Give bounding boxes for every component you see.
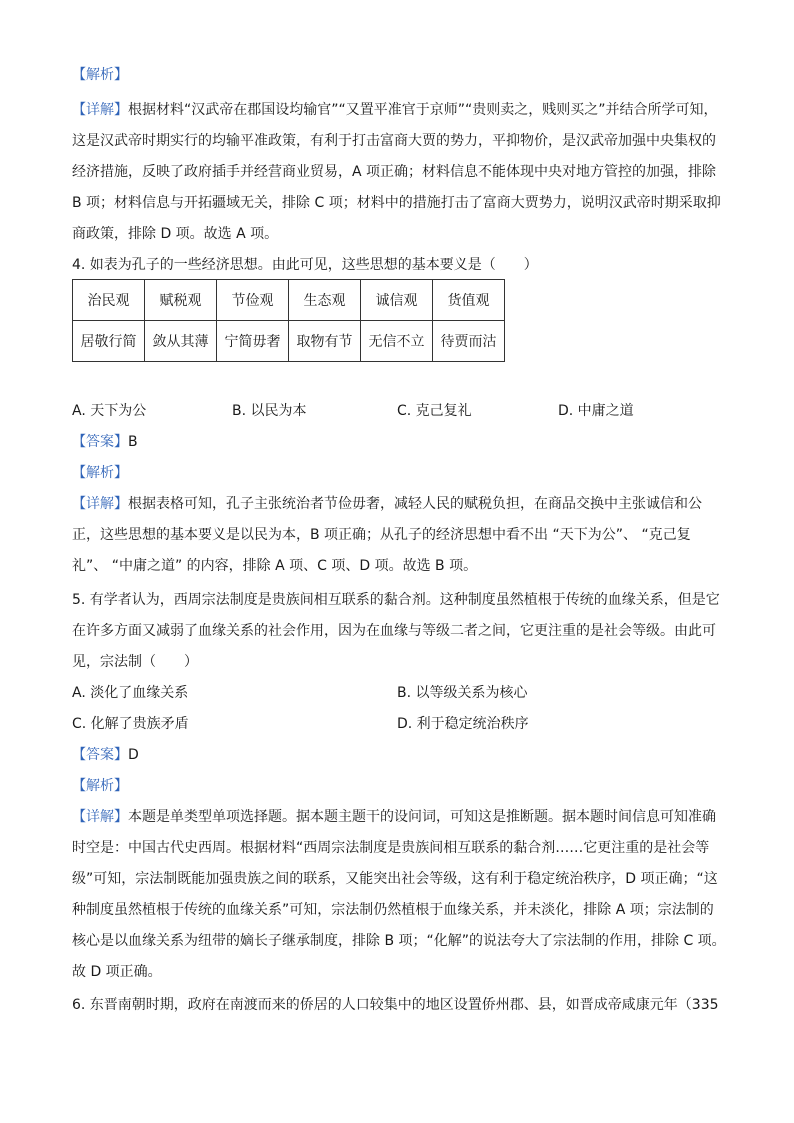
detail-tag: 【详解】 — [72, 809, 128, 825]
detail-tag: 【详解】 — [72, 102, 128, 118]
table-header-row — [73, 280, 505, 321]
detail-line: 级”可知，宗法制既能加强贵族之间的联系，又能突出社会等级，这有利于稳定统治秩序，D 项正确；“这 — [72, 871, 718, 887]
option-d: D. 利于稳定统治秩序 — [397, 716, 529, 732]
detail-line: 礼”、 “中庸之道” 的内容，排除 A 项、C 项、D 项。故选 B 项。 — [72, 558, 478, 574]
question-5-stem: 5. 有学者认为，西周宗法制度是贵族间相互联系的黏合剂。这种制度虽然植根于传统的血缘关系，但是它 — [72, 592, 720, 608]
detail-line: 【详解】本题是单类型单项选择题。据本题主题干的设问词，可知这是推断题。据本题时间信息可知准确 — [72, 809, 716, 825]
detail-line: 种制度虽然植根于传统的血缘关系”可知，宗法制仍然植根于血缘关系，并未淡化，排除 A 项；宗法制的 — [72, 902, 714, 918]
answer-value: D — [128, 747, 139, 763]
option-c: C. 克己复礼 — [397, 403, 472, 419]
detail-line: 【详解】根据材料“汉武帝在郡国设均输官”“又置平准官于京师”“贵则卖之，贱则买之”并结合所学可知， — [72, 102, 718, 118]
detail-line: 【详解】根据表格可知，孔子主张统治者节俭毋奢，减轻人民的赋税负担，在商品交换中主张诚信和公 — [72, 496, 702, 512]
analysis-heading: 【解析】 — [72, 778, 128, 794]
table-cell: 赋税观 — [145, 280, 217, 321]
table-cell: 无信不立 — [361, 321, 433, 362]
table-cell: 居敬行简 — [73, 321, 145, 362]
question-4-stem: 4. 如表为孔子的一些经济思想。由此可见，这些思想的基本要义是（ ） — [72, 257, 538, 273]
option-d: D. 中庸之道 — [558, 403, 634, 419]
table-cell: 宁简毋奢 — [217, 321, 289, 362]
detail-line: 核心是以血缘关系为纽带的嫡长子继承制度，排除 B 项；“化解”的说法夸大了宗法制的作用，排除 C 项。 — [72, 933, 726, 949]
option-b: B. 以民为本 — [232, 403, 307, 419]
table-cell: 敛从其薄 — [145, 321, 217, 362]
table-cell: 货值观 — [433, 280, 505, 321]
answer-value: B — [128, 434, 138, 450]
table-cell: 治民观 — [73, 280, 145, 321]
detail-line: B 项；材料信息与开拓疆域无关，排除 C 项；材料中的措施打击了富商大贾势力，说明汉武帝时期采取抑 — [72, 195, 721, 211]
answer-line — [72, 432, 138, 452]
question-4-table — [72, 279, 505, 362]
question-5-stem: 见，宗法制（ ） — [72, 654, 198, 670]
detail-line: 故 D 项正确。 — [72, 964, 162, 980]
option-a: A. 天下为公 — [72, 403, 147, 419]
detail-line: 经济措施，反映了政府插手并经营商业贸易，A 项正确；材料信息不能体现中央对地方管控的加强，排除 — [72, 164, 717, 180]
table-row — [73, 321, 505, 362]
analysis-heading: 【解析】 — [72, 67, 128, 83]
detail-tag: 【详解】 — [72, 496, 128, 512]
option-a: A. 淡化了血缘关系 — [72, 685, 189, 701]
table-cell: 生态观 — [289, 280, 361, 321]
option-b: B. 以等级关系为核心 — [397, 685, 528, 701]
detail-line: 商政策，排除 D 项。故选 A 项。 — [72, 226, 279, 242]
detail-line: 这是汉武帝时期实行的均输平准政策，有利于打击富商大贾的势力，平抑物价，是汉武帝加强中央集权的 — [72, 133, 716, 149]
table-cell: 节俭观 — [217, 280, 289, 321]
question-6-stem: 6. 东晋南朝时期，政府在南渡而来的侨居的人口较集中的地区设置侨州郡、县，如晋成帝咸康元年（335 — [72, 997, 719, 1013]
detail-line: 正，这些思想的基本要义是以民为本，B 项正确；从孔子的经济思想中看不出 “天下为公”、 “克己复 — [72, 527, 691, 543]
answer-tag: 【答案】 — [72, 434, 128, 450]
answer-tag: 【答案】 — [72, 747, 128, 763]
table-cell: 待贾而沽 — [433, 321, 505, 362]
table-cell: 取物有节 — [289, 321, 361, 362]
detail-line: 时空是：中国古代史西周。根据材料“西周宗法制度是贵族间相互联系的黏合剂……它更注重的是社会等 — [72, 840, 710, 856]
analysis-heading: 【解析】 — [72, 465, 128, 481]
question-5-stem: 在许多方面又减弱了血缘关系的社会作用，因为在血缘与等级二者之间，它更注重的是社会等级。由此可 — [72, 623, 716, 639]
answer-line — [72, 745, 139, 765]
table-cell: 诚信观 — [361, 280, 433, 321]
option-c: C. 化解了贵族矛盾 — [72, 716, 189, 732]
